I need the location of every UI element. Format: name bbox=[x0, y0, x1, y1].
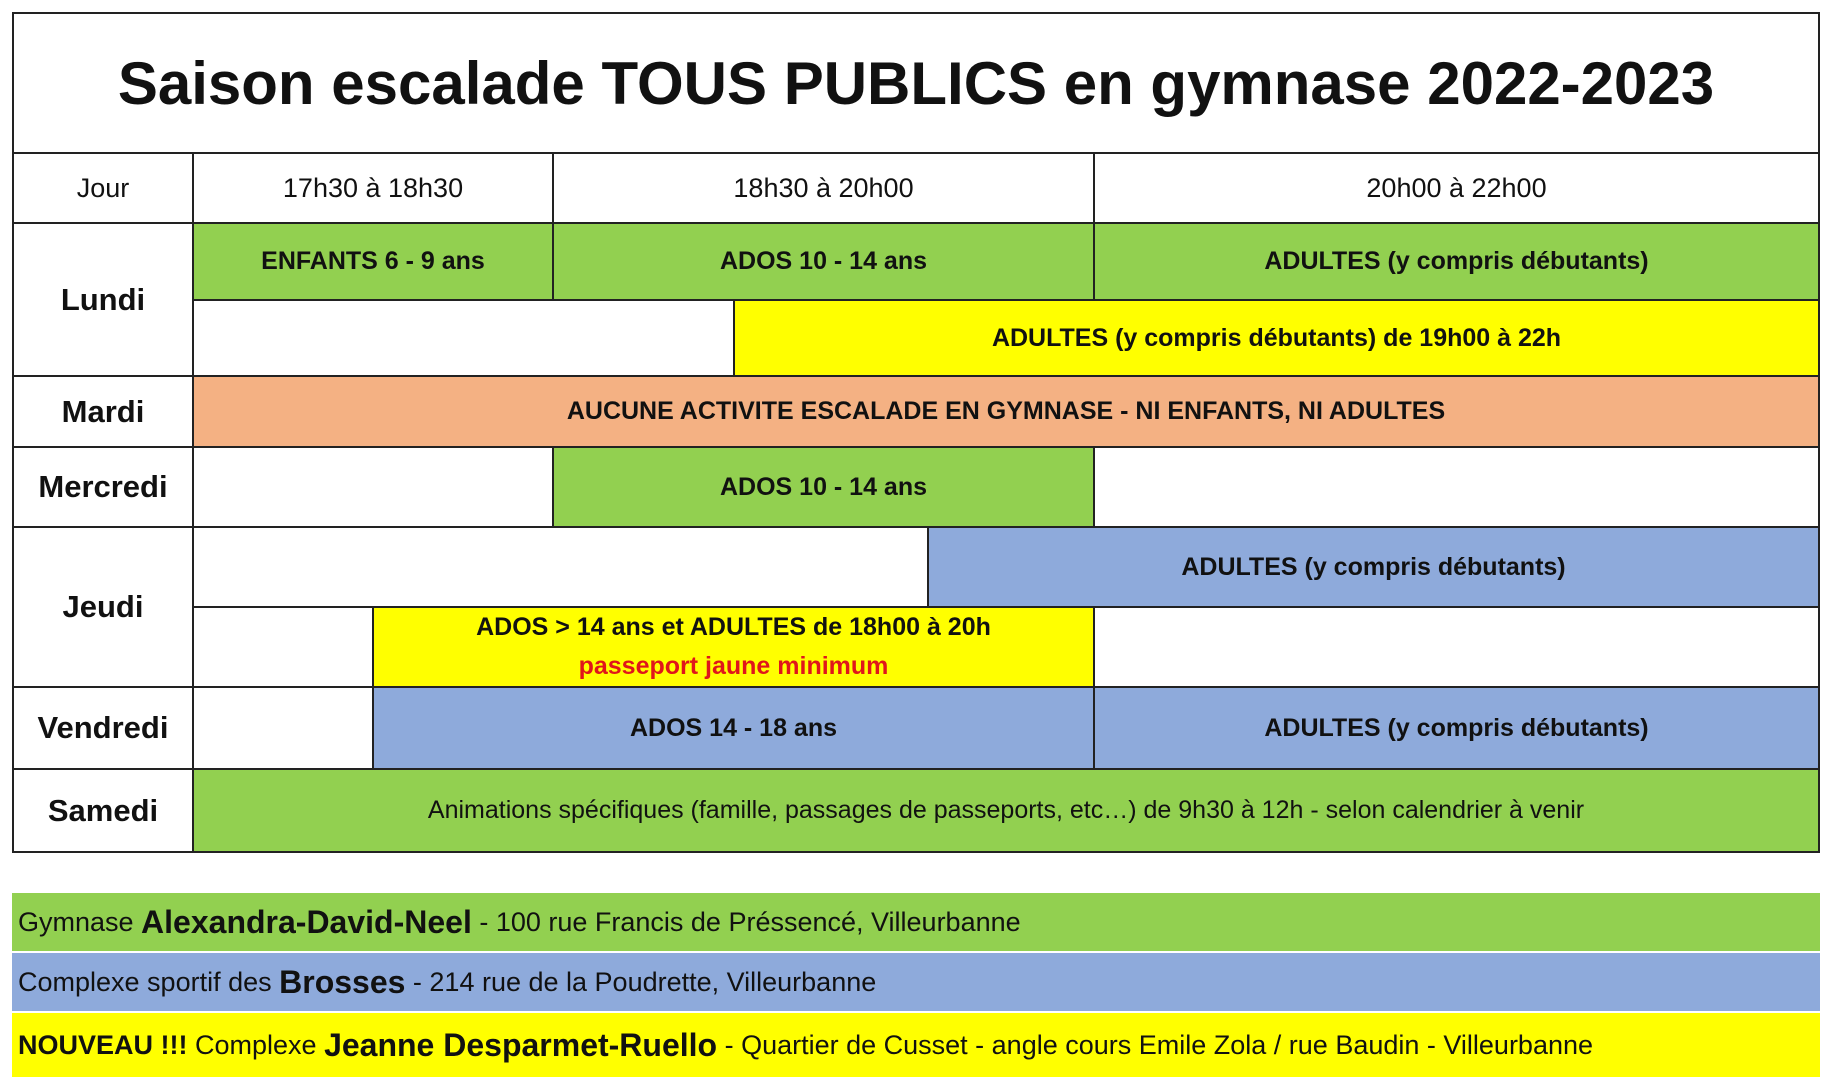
location-name: Alexandra-David-Neel bbox=[141, 903, 472, 940]
day-jeudi: Jeudi bbox=[12, 526, 194, 688]
activity-lundi-adultes: ADULTES (y compris débutants) bbox=[1093, 222, 1820, 301]
location-address: - Quartier de Cusset - angle cours Emile Zola / rue Baudin - Villeurbanne bbox=[717, 1029, 1594, 1060]
empty-cell bbox=[192, 526, 929, 608]
location-address: - 100 rue Francis de Préssencé, Villeurbanne bbox=[471, 906, 1021, 937]
location-prefix: Complexe sportif des bbox=[18, 966, 280, 997]
empty-cell bbox=[192, 686, 374, 770]
schedule-title: Saison escalade TOUS PUBLICS en gymnase 2022-2023 bbox=[12, 12, 1820, 154]
location-prefix: Gymnase bbox=[18, 906, 142, 937]
location-name: Brosses bbox=[279, 963, 406, 1000]
activity-jeudi-ados-adultes-label: ADOS > 14 ans et ADULTES de 18h00 à 20h bbox=[476, 613, 991, 641]
header-slot-3: 20h00 à 22h00 bbox=[1093, 152, 1820, 224]
location-address: - 214 rue de la Poudrette, Villeurbanne bbox=[405, 966, 877, 997]
day-mardi: Mardi bbox=[12, 375, 194, 448]
activity-lundi-ados: ADOS 10 - 14 ans bbox=[552, 222, 1095, 301]
schedule-table bbox=[12, 12, 1820, 853]
empty-cell bbox=[192, 446, 554, 528]
activity-jeudi-ados-adultes bbox=[372, 606, 1095, 688]
day-mercredi: Mercredi bbox=[12, 446, 194, 528]
empty-cell bbox=[1093, 446, 1820, 528]
activity-mardi-aucune: AUCUNE ACTIVITE ESCALADE EN GYMNASE - NI ENFANTS, NI ADULTES bbox=[192, 375, 1820, 448]
day-vendredi: Vendredi bbox=[12, 686, 194, 770]
location-prefix: Complexe bbox=[187, 1029, 325, 1060]
activity-samedi-animations: Animations spécifiques (famille, passages de passeports, etc…) de 9h30 à 12h - selon calendrier à venir bbox=[192, 768, 1820, 853]
empty-cell bbox=[192, 299, 735, 377]
location-alexandra-david-neel bbox=[12, 893, 1820, 951]
activity-lundi-adultes-19h: ADULTES (y compris débutants) de 19h00 à 22h bbox=[733, 299, 1820, 377]
location-jeanne-desparmet-ruello bbox=[12, 1013, 1820, 1077]
day-samedi: Samedi bbox=[12, 768, 194, 853]
header-jour: Jour bbox=[12, 152, 194, 224]
activity-vendredi-ados: ADOS 14 - 18 ans bbox=[372, 686, 1095, 770]
activity-jeudi-note: passeport jaune minimum bbox=[578, 652, 889, 680]
activity-lundi-enfants: ENFANTS 6 - 9 ans bbox=[192, 222, 554, 301]
location-new-badge: NOUVEAU !!! bbox=[18, 1029, 188, 1060]
header-slot-2: 18h30 à 20h00 bbox=[552, 152, 1095, 224]
location-brosses bbox=[12, 953, 1820, 1011]
activity-mercredi-ados: ADOS 10 - 14 ans bbox=[552, 446, 1095, 528]
activity-vendredi-adultes: ADULTES (y compris débutants) bbox=[1093, 686, 1820, 770]
day-lundi: Lundi bbox=[12, 222, 194, 377]
empty-cell bbox=[1093, 606, 1820, 688]
empty-cell bbox=[192, 606, 374, 688]
location-name: Jeanne Desparmet-Ruello bbox=[324, 1026, 718, 1063]
header-slot-1: 17h30 à 18h30 bbox=[192, 152, 554, 224]
activity-jeudi-adultes: ADULTES (y compris débutants) bbox=[927, 526, 1820, 608]
